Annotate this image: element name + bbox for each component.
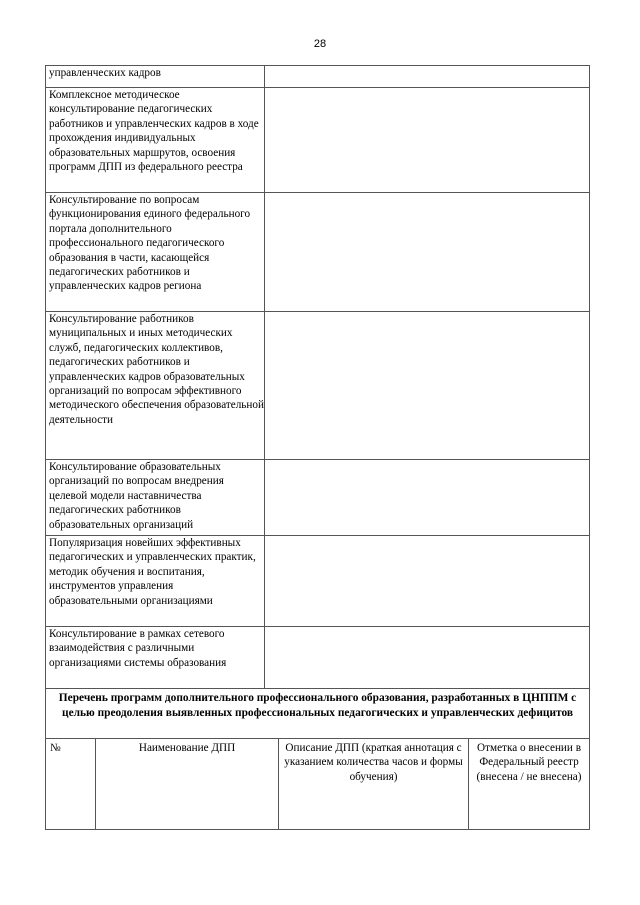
activity-cell: Популяризация новейших эффективных педагогических и управленческих практик, методик обучения и воспитания, инструментов управления образовательными организациями [46, 536, 265, 627]
section-title: Перечень программ дополнительного профессионального образования, разработанных в ЦНППМ с целью преодоления выявленных профессиональных педагогических и управленческих дефицитов [46, 689, 590, 739]
header-number: № [46, 739, 96, 830]
table-row [46, 312, 590, 460]
empty-cell [265, 627, 590, 689]
table-row [46, 88, 590, 193]
activity-cell: Консультирование по вопросам функционирования единого федерального портала дополнительного профессионального педагогического образования в части, касающейся педагогических работников и управленческих кадров региона [46, 193, 265, 312]
activity-cell: Комплексное методическое консультирование педагогических работников и управленческих кадров в ходе прохождения индивидуальных образовательных маршрутов, освоения программ ДПП из федерального реестра [46, 88, 265, 193]
page-number: 28 [313, 38, 327, 50]
table-row [46, 66, 590, 88]
empty-cell [265, 88, 590, 193]
empty-cell [265, 460, 590, 536]
activity-cell: Консультирование работников муниципальных и иных методических служб, педагогических коллективов, педагогических работников и управленческих кадров образовательных организаций по вопросам эффективного методического обеспечения образовательной деятельности [46, 312, 265, 460]
table-row [46, 627, 590, 689]
table-row [46, 460, 590, 536]
activities-table [45, 65, 590, 830]
activity-cell: Консультирование в рамках сетевого взаимодействия с различными организациями системы образования [46, 627, 265, 689]
activity-cell: Консультирование образовательных организаций по вопросам внедрения целевой модели наставничества педагогических работников образовательных организаций [46, 460, 265, 536]
section-title-row [46, 689, 590, 739]
empty-cell [265, 193, 590, 312]
empty-cell [265, 66, 590, 88]
header-name: Наименование ДПП [96, 739, 279, 830]
table-row [46, 193, 590, 312]
empty-cell [265, 312, 590, 460]
header-description: Описание ДПП (краткая аннотация с указанием количества часов и формы обучения) [279, 739, 469, 830]
activity-cell: управленческих кадров [46, 66, 265, 88]
empty-cell [265, 536, 590, 627]
dpp-header-row [46, 739, 590, 830]
table-row [46, 536, 590, 627]
header-registry-mark: Отметка о внесении в Федеральный реестр (внесена / не внесена) [469, 739, 590, 830]
